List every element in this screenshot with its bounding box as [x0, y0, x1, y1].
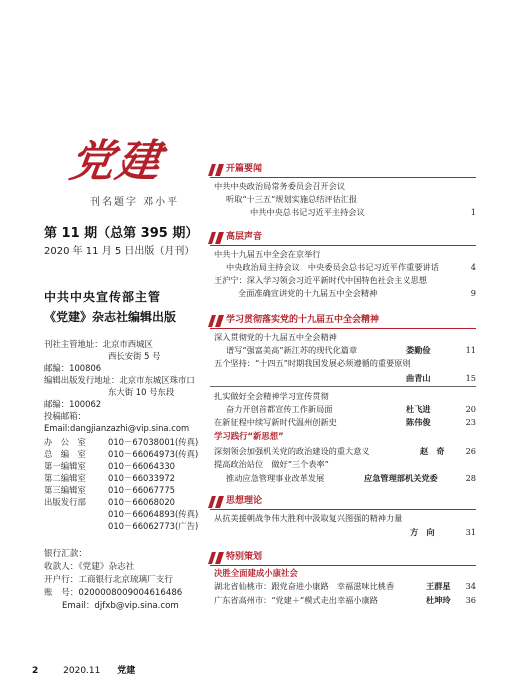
toc-entry[interactable] [214, 472, 476, 484]
phone-number: 010－66064893(传真) [108, 509, 199, 519]
section-title: 特别策划 [226, 552, 263, 562]
phone-label: 第二编辑室 [44, 473, 86, 483]
phone-label: 总 编 室 [44, 449, 86, 459]
toc-entry-author: 方 向 [410, 527, 435, 537]
phone-row [44, 520, 198, 532]
toc-entry[interactable] [214, 580, 476, 592]
subsection-title: 学习践行“新思想” [214, 431, 284, 441]
publication-date: 2020 年 11 月 5 日出版（月刊） [44, 246, 195, 257]
toc-entry[interactable] [214, 331, 476, 343]
address-block [44, 338, 195, 434]
toc-entry[interactable] [214, 193, 476, 205]
toc-entry-page: 28 [465, 473, 476, 483]
footer-date: 2020.11 [63, 666, 101, 676]
section-header-sixiang [210, 495, 476, 510]
bank-email[interactable]: Email：djfxb@vip.sina.com [62, 601, 179, 611]
page-footer [32, 663, 135, 676]
edit-address: 编辑出版发行地址：北京市东城区珠市口 [44, 375, 195, 385]
toc-entry-title: 广东省高州市：“党建＋”模式走出幸福小康路 [214, 595, 378, 605]
toc-entry[interactable] [214, 357, 476, 369]
logo-caption: 刊名题字 邓小平 [90, 197, 180, 208]
host-address-cont: 西长安街 5 号 [108, 351, 161, 361]
phone-number: 010－66064973(传真) [108, 449, 199, 459]
section-header-xuexi [210, 314, 476, 329]
toc-entry-page: 31 [465, 527, 476, 537]
toc-entry-author: 王群星 [426, 581, 451, 591]
toc-entry-author: 杜飞进 [406, 404, 431, 414]
section-header-tebie [210, 551, 476, 566]
toc-entry-page: 20 [465, 404, 476, 414]
sponsor-line-2: 《党建》杂志社编辑出版 [44, 310, 177, 324]
section-title: 思想理论 [226, 496, 263, 506]
toc-entry-page: 23 [465, 417, 476, 427]
phone-number: 010－66068020 [108, 497, 175, 507]
toc-entry[interactable] [214, 248, 476, 260]
toc-entry-title: 推动应急管理事业改革发展 [226, 473, 325, 483]
host-postcode: 邮编：100806 [44, 363, 102, 373]
toc-entry[interactable] [214, 458, 476, 470]
phone-row [44, 496, 198, 508]
phone-label: 第三编辑室 [44, 485, 86, 495]
phone-number: 010－66064330 [108, 461, 175, 471]
toc-entry-page: 26 [465, 446, 476, 456]
toc-entry-title: 中央政治局主持会议 中央委员会总书记习近平作重要讲话 [226, 262, 439, 272]
toc-entry[interactable] [214, 274, 476, 286]
toc-entry-title: 在新征程中续写新时代温州创新史 [214, 417, 337, 427]
toc-entry-title: 全面准确宣讲党的十九届五中全会精神 [238, 288, 378, 298]
toc-entry[interactable] [214, 512, 476, 524]
toc-entry-title: 谱写“强富美高”新江苏的现代化篇章 [226, 345, 358, 355]
toc-entry-title: 五个坚持：“十四五”时期我国发展必须遵循的重要原则 [214, 358, 411, 368]
toc-entry-title: 扎实做好全会精神学习宣传贯彻 [214, 391, 329, 401]
host-address: 刊社主管地址：北京市西城区 [44, 339, 153, 349]
section-title: 开篇要闻 [226, 164, 263, 174]
subsection-title: 决胜全面建成小康社会 [214, 568, 298, 578]
edit-postcode: 邮编：100062 [44, 399, 102, 409]
phone-number: 010－66033972 [108, 473, 175, 483]
bank-block [44, 548, 182, 613]
submission-label: 投稿邮箱： [44, 411, 86, 421]
phone-row [44, 460, 198, 472]
toc-entry[interactable] [214, 261, 476, 273]
toc-entry-title: 深入贯彻党的十九届五中全会精神 [214, 332, 337, 342]
bank-name: 开户行：工商银行北京琉璃厂支行 [44, 575, 173, 585]
toc-entry-title: 湖北省仙桃市：跟党奋进小康路 幸福滋味比桃香 [214, 581, 395, 591]
toc-entry-title: 深刻领会加强机关党的政治建设的重大意义 [214, 446, 370, 456]
section-title: 学习贯彻落实党的十九届五中全会精神 [226, 315, 380, 325]
toc-entry[interactable] [214, 390, 476, 402]
toc-entry-title: 中共中央总书记习近平主持会议 [250, 207, 365, 217]
toc-entry[interactable] [214, 403, 476, 415]
toc-entry[interactable] [214, 416, 476, 428]
bank-title: 银行汇款： [44, 549, 87, 559]
page-number: 2 [32, 666, 39, 676]
edit-address-cont: 东大街 10 号东段 [108, 387, 175, 397]
magazine-logo: 党建 [66, 136, 166, 187]
toc-entry-author: 赵 奇 [420, 446, 445, 456]
toc-entry-title: 奋力开创首都宣传工作新局面 [226, 404, 333, 414]
toc-entry[interactable] [214, 526, 476, 538]
toc-entry[interactable] [214, 372, 476, 384]
phone-list [44, 436, 198, 532]
section-title: 高层声音 [226, 232, 263, 242]
phone-row [44, 448, 198, 460]
toc-entry-title: 从抗美援朝战争伟大胜利中汲取复兴图强的精神力量 [214, 513, 403, 523]
toc-entry-title: 王沪宁：深入学习领会习近平新时代中国特色社会主义思想 [214, 275, 427, 285]
toc-entry[interactable] [214, 180, 476, 192]
toc-entry-page: 15 [465, 373, 476, 383]
section-header-gaoceng [210, 231, 476, 246]
phone-row [44, 472, 198, 484]
toc-entry-page: 11 [465, 345, 476, 355]
phone-row [44, 484, 198, 496]
issue-number: 第 11 期（总第 395 期） [44, 226, 199, 241]
phone-number: 010－67038001(传真) [108, 437, 199, 447]
footer-magazine: 党建 [117, 666, 136, 676]
toc-entry-page: 4 [470, 262, 476, 272]
submission-email[interactable]: Email:dangjianzazhi@vip.sina.com [44, 423, 190, 433]
toc-entry-page: 1 [470, 207, 476, 217]
section-header-kaipian [210, 163, 476, 178]
bank-payee: 收款人：《党建》杂志社 [44, 562, 135, 572]
toc-entry-author: 陈伟俊 [406, 417, 431, 427]
toc-entry-title: 提高政治站位 做好“三个表率” [214, 459, 329, 469]
toc-entry[interactable] [214, 206, 476, 218]
toc-entry-title: 中共十九届五中全会在京举行 [214, 249, 321, 259]
phone-number: 010－66067775 [108, 485, 175, 495]
phone-label: 办 公 室 [44, 437, 86, 447]
toc-divider [210, 386, 476, 387]
phone-label: 第一编辑室 [44, 461, 86, 471]
toc-entry-page: 9 [470, 288, 476, 298]
toc-entry[interactable] [214, 594, 476, 606]
toc-entry-title: 听取“十三五”规划实施总结评估汇报 [226, 194, 358, 204]
toc-entry[interactable] [214, 344, 476, 356]
sponsor-block [44, 287, 176, 327]
phone-row [44, 436, 198, 448]
phone-label: 出版发行部 [44, 497, 86, 507]
toc-entry-page: 34 [465, 581, 476, 591]
toc-entry-title: 中共中央政治局常务委员会召开会议 [214, 181, 346, 191]
toc-entry-author: 娄勤俭 [406, 345, 431, 355]
phone-row [44, 508, 198, 520]
toc-entry[interactable] [214, 287, 476, 299]
toc-entry-author: 曲青山 [406, 373, 431, 383]
toc-entry-page: 36 [465, 595, 476, 605]
toc-entry-author: 杜坤玲 [426, 595, 451, 605]
bank-account: 账 号：0200008009004616486 [44, 588, 183, 598]
phone-number: 010－66062773(广告) [108, 521, 199, 531]
toc-entry-author: 应急管理部机关党委 [364, 473, 438, 483]
toc-entry[interactable] [214, 445, 476, 457]
sponsor-line-1: 中共中央宣传部主管 [44, 290, 162, 304]
